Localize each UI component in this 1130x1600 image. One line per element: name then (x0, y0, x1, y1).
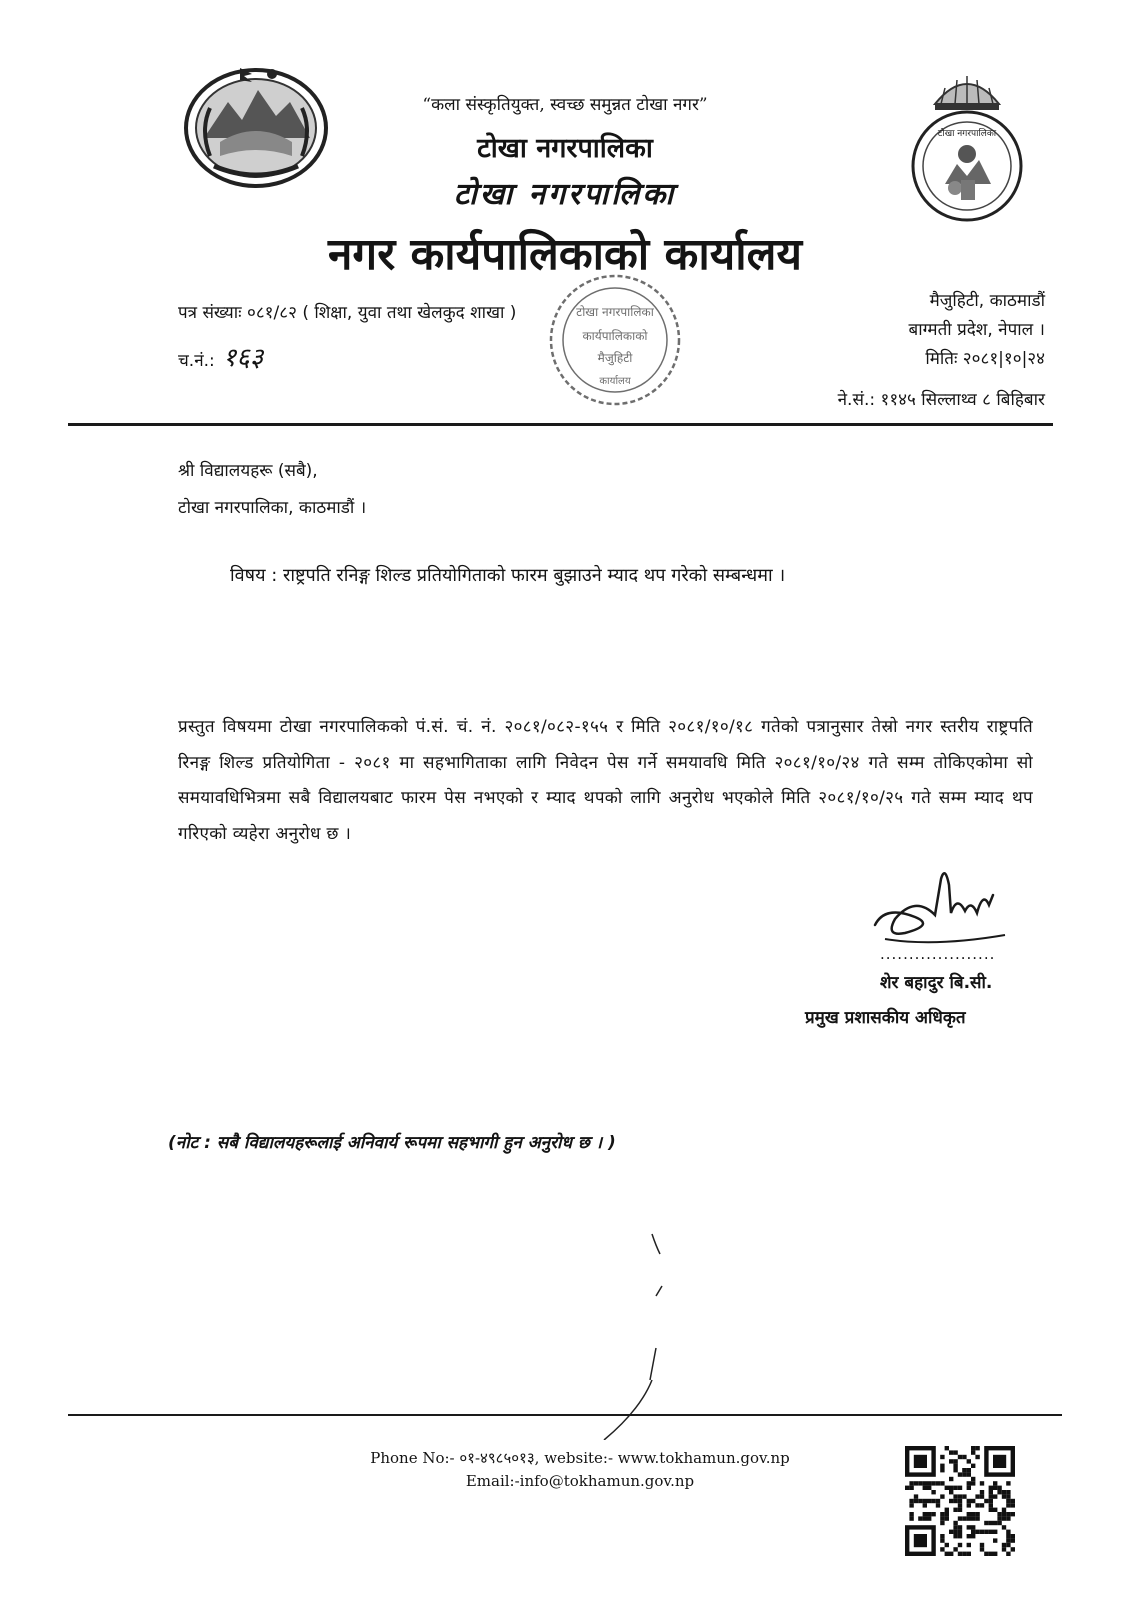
office-name: नगर कार्यपालिकाको कार्यालय (328, 229, 802, 280)
logo-text: टोखा नगरपालिका (937, 129, 997, 139)
nepal-emblem-icon (180, 60, 332, 190)
letter-number: पत्र संख्याः ०८१/८२ ( शिक्षा, युवा तथा खेलकुद शाखा ) (178, 303, 517, 323)
address-line-1: मैजुहिटी, काठमाडौं (929, 291, 1045, 311)
qr-code-icon (905, 1446, 1015, 1558)
office-stamp-icon (545, 270, 685, 410)
dispatch-number-label: च.नं.: (178, 351, 215, 371)
org-name: टोखा नगरपालिका (477, 133, 653, 164)
stamp-line-1: टोखा नगरपालिका (576, 305, 654, 319)
dispatch-number-value: १६३ (222, 343, 264, 373)
stamp-line-4: कार्यालय (599, 376, 631, 387)
recipient-line-2: टोखा नगरपालिका, काठमाडौं । (178, 498, 367, 518)
footer-email: Email:-info@tokhamun.gov.np (465, 1472, 695, 1490)
footer-divider (68, 1414, 1062, 1416)
footer-contact: Phone No:- ०१-४९८५०१३, website:- www.tokhamun.gov.np (370, 1449, 790, 1467)
signature-icon (865, 855, 1015, 955)
subject-line: विषय : राष्ट्रपति रनिङ्ग शिल्ड प्रतियोगिताको फारम बुझाउने म्याद थप गरेको सम्बन्धमा । (230, 565, 786, 586)
body-paragraph: प्रस्तुत विषयमा टोखा नगरपालिकको पं.सं. चं. नं. २०८१/०८२-१५५ र मिति २०८१/१०/१८ गतेको पत्रानुसार तेस्रो नगर स्तरीय राष्ट्रपति रिनङ्ग शिल्ड प्रतियोगिता - २०८१ मा सहभागिताका लागि निवेदन पेस गर्ने समयावधि मिति २०८१/१०/२४ गते सम्म तोकिएकोमा सो समयावधिभित्रमा सबै विद्यालयबाट फारम पेस नभएको र म्याद थपको लागि अनुरोध भएकोले मिति २०८१/१०/२५ गते सम्म म्याद थप गरिएको व्यहेरा अनुरोध छ । (178, 717, 1033, 844)
letter-date: मितिः २०८१|१०|२४ (925, 349, 1045, 369)
stamp-line-2: कार्यपालिकाको (582, 329, 648, 343)
tokha-logo-icon (905, 68, 1029, 228)
dispatch-number (178, 338, 263, 374)
signatory-name: शेर बहादुर बि.सी. (880, 973, 993, 993)
org-name-calligraphy: टोखा नगरपालिका (453, 177, 677, 212)
header-divider (68, 423, 1053, 426)
note: (नोट : सबै विद्यालयहरूलाई अनिवार्य रूपमा सहभागी हुन अनुरोध छ । ) (168, 1133, 616, 1153)
nepal-sambat-date: ने.सं.: ११४५ सिल्लाथ्व ८ बिहिबार (837, 390, 1045, 410)
recipient-line-1: श्री विद्यालयहरू (सबै), (178, 461, 318, 481)
signatory-title: प्रमुख प्रशासकीय अधिकृत (805, 1008, 966, 1028)
motto: “कला संस्कृतियुक्त, स्वच्छ समुन्नत टोखा नगर” (422, 95, 708, 115)
pen-stroke-icon (590, 1230, 710, 1440)
address-line-2: बाग्मती प्रदेश, नेपाल । (908, 320, 1045, 340)
signature-line: .................... (880, 945, 996, 963)
address-block (909, 287, 1045, 374)
recipient-block (178, 453, 366, 527)
stamp-line-3: मैजुहिटी (597, 351, 633, 365)
